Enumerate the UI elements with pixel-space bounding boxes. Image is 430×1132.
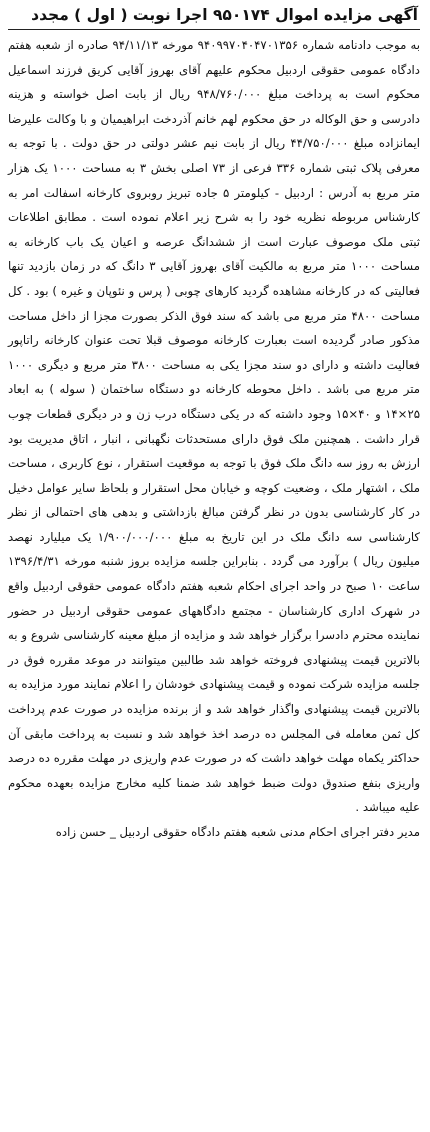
notice-body: به موجب دادنامه شماره ۹۴۰۹۹۷۰۴۰۴۷۰۱۳۵۶ مورخه ۹۴/۱۱/۱۳ صادره از شعبه هفتم دادگاه عمومی حقوقی اردبیل محکوم علیهم آقای بهروز آقایی کریق فرزند اسماعیل محکوم است به پرداخت مبلغ ۹۴۸/۷۶۰/۰۰۰ ریال از بابت اصل خواسته و هزینه دادرسی و حق الوکاله در حق محکوم لهم خانم آذردخت ابراهیمیان و با وکالت علیرضا ایمانزاده مبلغ ۴۴/۷۵۰/۰۰۰ ریال از بابت نیم عشر دولتی در حق دولت . با توجه به معرفی پلاک ثبتی شماره ۳۳۶ فرعی از ۷۳ اصلی بخش ۳ به مساحت ۱۰۰۰ یک هزار متر مربع به آدرس : اردبیل - کیلومتر ۵ جاده تبریز روبروی کارخانه اسفالت امر به کارشناس مربوطه نظریه خود را به شرح زیر اعلام نموده است . مطابق اطلاعات ثبتی ملک موصوف عبارت است از ششدانگ عرصه و اعیان یک باب کارخانه به مساحت ۱۰۰۰ متر مربع به مالکیت آقای بهروز آقایی ۳ دانگ که در زمان بازدید تنها فعالیتی که در کارخانه مشاهده گردید کارهای چوبی ( پرس و نئوپان و غیره ) بود . کل مساحت ۴۸۰۰ متر مربع می باشد که سند فوق الذکر بصورت مجزا از داخل مساحت مذکور صادر گردیده است بعبارت کارخانه موصوف قبلا تحت عنوان کارخانه راتاپور فعالیت داشته و دارای دو سند مجزا یکی به مساحت ۳۸۰۰ متر مربع و دیگری ۱۰۰۰ متر مربع می باشد . داخل محوطه کارخانه دو دستگاه ساختمان ( سوله ) به ابعاد ۲۵×۱۴ و ۴۰×۱۵ وجود داشته که در یکی دستگاه درب زن و در دیگری قطعات چوب قرار داشت . همچنین ملک فوق دارای مستحدثات نگهبانی ، انبار ، اتاق مدیریت بود ارزش به روز سه دانگ ملک فوق با توجه به موقعیت استقرار ، نوع کاربری ، مساحت ملک ، اشتهار ملک ، وضعیت کوچه و خیابان محل استقرار و بلحاظ سایر عوامل دخیل در کار کارشناسی بدون در نظر گرفتن مبالغ بازداشتی و بدهی های احتمالی از نظر کارشناسی سه دانگ ملک در این تاریخ به مبلغ ۱/۹۰۰/۰۰۰/۰۰۰ یک میلیارد نهصد میلیون ریال ) برآورد می گردد . بنابراین جلسه مزایده بروز شنبه مورخه ۱۳۹۶/۴/۳۱ ساعت ۱۰ صبح در واحد اجرای احکام شعبه هفتم دادگاه عمومی حقوقی اردبیل واقع در شهرک اداری کارشناسان - مجتمع دادگاههای عمومی حقوقی اردبیل در حضور نماینده محترم دادسرا برگزار خواهد شد و مزایده از مبلغ معینه کارشناسی شروع و به بالاترین قیمت پیشنهادی فروخته خواهد شد طالبین میتوانند در موعد مقرره فوق در جلسه مزایده شرکت نموده و قیمت پیشنهادی خودشان را اعلام نمایند مورد مزایده به بالاترین قیمت پیشنهادی واگذار خواهد شد و از برنده مزایده در صورت عدم پرداخت کل ثمن معامله فی المجلس ده درصد اخذ خواهد شد و نسبت به پرداخت مابقی آن حداکثر یکماه مهلت خواهد داشت که در صورت عدم واریزی در مهلت مقرره ده درصد واریزی بنفع صندوق دولت ضبط خواهد شد ضمنا کلیه مخارج مزایده بعهده محکوم علیه میباشد .: [8, 38, 420, 815]
notice-signature: مدیر دفتر اجرای احکام مدنی شعبه هفتم دادگاه حقوقی اردبیل _ حسن زاده: [55, 825, 420, 839]
notice-title: آگهی مزایده اموال ۹۵۰۱۷۴ اجرا نوبت ( اول ) مجدد: [8, 4, 420, 30]
